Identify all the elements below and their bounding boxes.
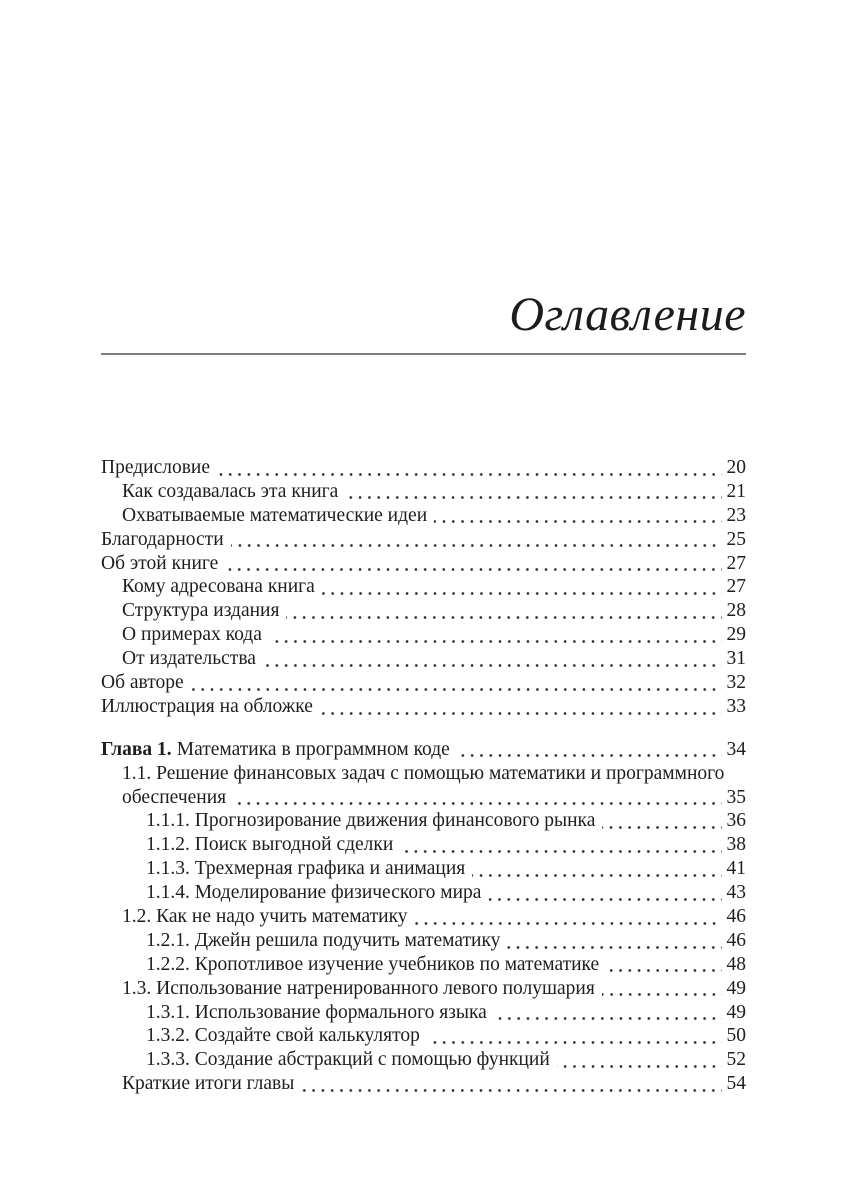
toc-entry — [101, 1001, 746, 1025]
toc-entry — [101, 456, 746, 480]
page-number: 54 — [726, 1073, 746, 1095]
toc-entry — [101, 599, 746, 623]
dot-leader — [263, 647, 722, 671]
toc-entry — [101, 623, 746, 647]
toc-entry — [101, 857, 746, 881]
toc-entry — [101, 695, 746, 719]
toc-list — [101, 456, 746, 1096]
toc-entry — [101, 762, 746, 786]
dot-leader — [557, 1048, 722, 1072]
dot-leader — [457, 738, 722, 762]
dot-leader — [434, 504, 721, 528]
toc-entry-label: 1.3.3. Создание абстракций с помощью функций — [146, 1049, 550, 1071]
page-number: 46 — [726, 929, 746, 951]
dot-leader — [269, 623, 722, 647]
page-number: 32 — [726, 672, 746, 694]
title-block — [101, 288, 746, 341]
page-number: 23 — [726, 504, 746, 526]
dot-leader — [286, 599, 721, 623]
toc-entry — [101, 575, 746, 599]
dot-leader — [320, 695, 722, 719]
page-number: 25 — [726, 528, 746, 550]
toc-entry-label: Охватываемые математические идеи — [122, 504, 428, 526]
toc-entry-label: 1.1. Решение финансовых задач с помощью математики и программного — [122, 762, 725, 784]
page-number: 35 — [726, 786, 746, 808]
toc-entry — [101, 480, 746, 504]
toc-entry — [101, 504, 746, 528]
toc-entry-label: Предисловие — [101, 457, 211, 478]
page-number: 36 — [726, 810, 746, 832]
toc-entry-label: 1.2.1. Джейн решила подучить математику — [146, 929, 501, 951]
toc-entry — [101, 552, 746, 576]
toc-entry — [101, 809, 746, 833]
toc-entry-label: 1.3. Использование натренированного левого полушария — [122, 977, 595, 999]
page-number: 38 — [726, 834, 746, 856]
toc-entry-label: Структура издания — [122, 600, 280, 622]
dot-leader — [301, 1072, 721, 1096]
toc-entry — [101, 647, 746, 671]
page-number: 49 — [726, 1001, 746, 1023]
toc-entry — [101, 905, 746, 929]
dot-leader — [233, 786, 721, 810]
toc-entry-label: Как создавалась эта книга — [122, 480, 339, 502]
toc-entry-label: 1.2. Как не надо учить математику — [122, 906, 408, 928]
toc-entry-label: 1.1.2. Поиск выгодной сделки — [146, 834, 394, 856]
toc-entry — [101, 528, 746, 552]
dot-leader — [191, 671, 722, 695]
dot-leader — [472, 857, 721, 881]
dot-leader — [507, 929, 721, 953]
toc-entry-label: Математика в программном коде — [176, 738, 450, 760]
dot-leader — [427, 1024, 722, 1048]
toc-entry-label: Краткие итоги главы — [122, 1073, 295, 1095]
dot-leader — [231, 528, 722, 552]
page-number: 20 — [726, 457, 746, 478]
dot-leader — [602, 809, 721, 833]
toc-entry — [101, 929, 746, 953]
toc-entry-label: Иллюстрация на обложке — [101, 695, 313, 717]
page-number: 46 — [726, 906, 746, 928]
toc-entry-label: Кому адресована книга — [122, 576, 315, 598]
toc-entry-continuation — [101, 786, 746, 810]
page-number: 27 — [726, 552, 746, 574]
toc-entry-label: 1.1.4. Моделирование физического мира — [146, 882, 482, 904]
toc-entry — [101, 1072, 746, 1096]
page-number: 48 — [726, 953, 746, 975]
dot-leader — [225, 552, 721, 576]
dot-leader — [345, 480, 721, 504]
toc-entry-label: 1.1.1. Прогнозирование движения финансового рынка — [146, 810, 596, 832]
page-number: 43 — [726, 882, 746, 904]
toc-entry — [101, 671, 746, 695]
dot-leader — [602, 977, 722, 1001]
toc-entry-label: Об авторе — [101, 672, 184, 694]
page-number: 41 — [726, 858, 746, 880]
toc-entry — [101, 1024, 746, 1048]
page-number: 50 — [726, 1025, 746, 1047]
page-number: 31 — [726, 648, 746, 670]
toc-entry-label: 1.3.2. Создайте свой калькулятор — [146, 1025, 420, 1047]
toc-entry — [101, 881, 746, 905]
page-title: Оглавление — [509, 288, 746, 341]
toc-entry-label: Об этой книге — [101, 552, 219, 574]
page-number: 27 — [726, 576, 746, 598]
page-number: 34 — [726, 738, 746, 760]
toc-entry-label: О примерах кода — [122, 624, 262, 646]
dot-leader — [494, 1001, 722, 1025]
dot-leader — [322, 575, 722, 599]
toc-entry — [101, 977, 746, 1001]
toc-entry-label: Благодарности — [101, 528, 224, 550]
page-number: 49 — [726, 977, 746, 999]
chapter-prefix: Глава 1. — [101, 738, 172, 760]
toc-entry-label: 1.3.1. Использование формального языка — [146, 1001, 487, 1023]
toc-entry — [101, 953, 746, 977]
page-number: 28 — [726, 600, 746, 622]
page-number: 33 — [726, 695, 746, 717]
page-number: 21 — [726, 480, 746, 502]
toc-entry-label: 1.2.2. Кропотливое изучение учебников по математике — [146, 953, 600, 975]
toc-entry — [101, 738, 746, 762]
dot-leader — [488, 881, 721, 905]
dot-leader — [606, 953, 721, 977]
toc-entry — [101, 1048, 746, 1072]
title-rule — [101, 353, 746, 355]
page-number: 52 — [726, 1049, 746, 1071]
section-gap — [101, 719, 746, 738]
dot-leader — [217, 456, 721, 480]
toc-entry-label: обеспечения — [122, 786, 227, 808]
toc-entry-label: 1.1.3. Трехмерная графика и анимация — [146, 858, 466, 880]
dot-leader — [400, 833, 721, 857]
page-number: 29 — [726, 624, 746, 646]
toc-entry-label: От издательства — [122, 648, 256, 670]
dot-leader — [415, 905, 722, 929]
toc-entry — [101, 833, 746, 857]
